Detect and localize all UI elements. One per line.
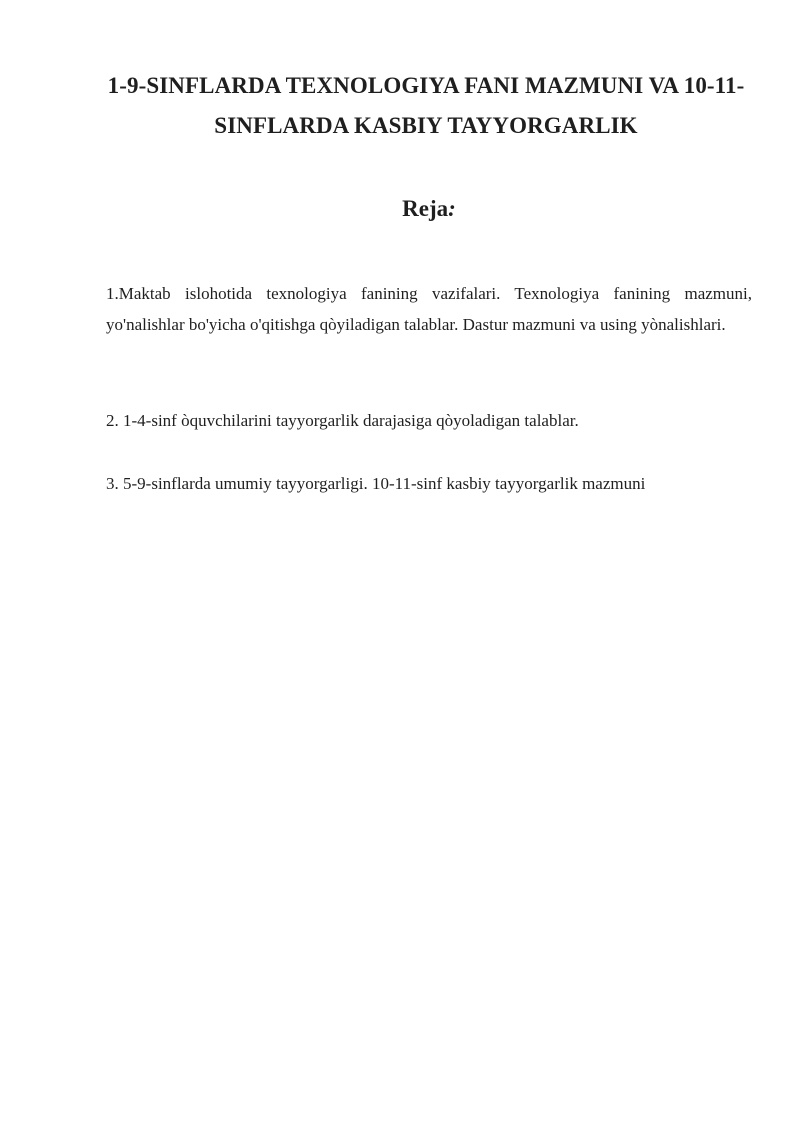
plan-heading — [0, 194, 800, 224]
plan-item-1: 1.Maktab islohotida texnologiya fanining vazifalari. Texnologiya fanining mazmuni, yo'nalishlar bo'yicha o'qitishga qòyiladigan talablar. Dastur mazmuni va using yònalishlari. — [106, 284, 752, 334]
plan-item-3: 3. 5-9-sinflarda umumiy tayyorgarligi. 10-11-sinf kasbiy tayyorgarlik mazmuni — [106, 474, 646, 493]
plan-heading-text: Reja — [402, 196, 449, 221]
plan-item-2: 2. 1-4-sinf òquvchilarini tayyorgarlik darajasiga qòyoladigan talablar. — [106, 411, 579, 430]
document-title: 1-9-SINFLARDA TEXNOLOGIYA FANI MAZMUNI VA 10-11-SINFLARDA KASBIY TAYYORGARLIK — [107, 73, 745, 138]
plan-heading-colon: : — [448, 196, 456, 221]
